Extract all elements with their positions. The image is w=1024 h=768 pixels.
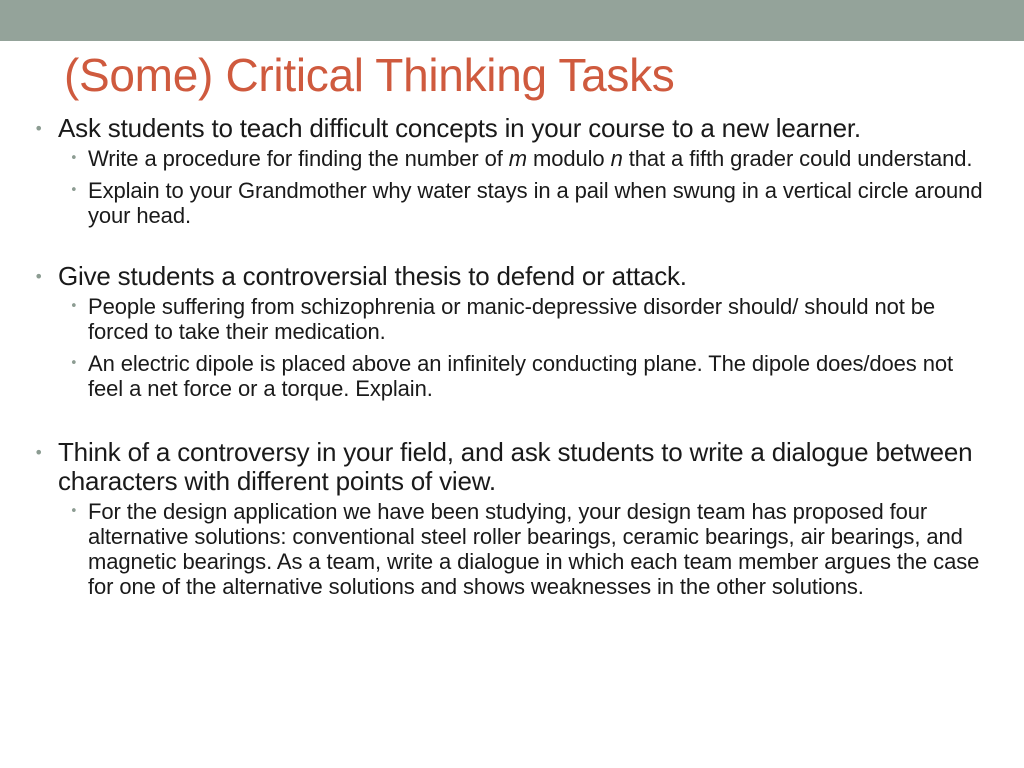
sub-list (58, 294, 984, 401)
sub-item-text: An electric dipole is placed above an infinitely conducting plane. The dipole does/does not feel a net force or a torque. Explain. (88, 351, 953, 401)
spacer (34, 228, 984, 262)
slide-title: (Some) Critical Thinking Tasks (64, 49, 675, 101)
sub-item-1-2 (58, 178, 984, 228)
sub-item-1-1 (58, 146, 984, 171)
sub-item-text-mid: modulo (527, 146, 611, 171)
top-accent-bar (0, 0, 1024, 41)
spacer (34, 401, 984, 438)
variable-n: n (610, 146, 623, 171)
sub-item-text-pre: Write a procedure for finding the number of (88, 146, 509, 171)
sub-list (58, 499, 984, 599)
bullet-text: Give students a controversial thesis to defend or attack. (58, 261, 687, 291)
variable-m: m (508, 146, 527, 171)
bullet-dot-icon: • (70, 151, 78, 166)
bullet-dot-icon: • (70, 299, 78, 314)
bullet-text: Ask students to teach difficult concepts in your course to a new learner. (58, 113, 861, 143)
sub-list (58, 146, 984, 228)
slide-content (34, 114, 984, 599)
bullet-dot-icon: • (70, 504, 78, 519)
bullet-item-2 (34, 262, 984, 401)
sub-item-2-2 (58, 351, 984, 401)
bullet-dot-icon: • (34, 267, 44, 286)
bullet-dot-icon: • (34, 443, 44, 462)
sub-item-text: People suffering from schizophrenia or manic-depressive disorder should/ should not be forced to take their medication. (88, 294, 936, 344)
sub-item-text: For the design application we have been studying, your design team has proposed four alternative solutions: conventional steel roller bearings, ceramic bearings, air bearings, and magnetic bearings. As a team, write a dialogue in which each team member argues the case for one of the alternative solutions and shows weaknesses in the other solutions. (88, 499, 980, 599)
sub-item-text-post: that a fifth grader could understand. (622, 146, 973, 171)
bullet-text: Think of a controversy in your field, and ask students to write a dialogue between characters with different points of view. (58, 437, 973, 496)
sub-item-2-1 (58, 294, 984, 344)
sub-item-3-1 (58, 499, 984, 599)
bullet-item-3 (34, 438, 984, 599)
bullet-dot-icon: • (70, 356, 78, 371)
bullet-dot-icon: • (34, 119, 44, 138)
bullet-dot-icon: • (70, 183, 78, 198)
sub-item-text: Explain to your Grandmother why water stays in a pail when swung in a vertical circle around your head. (88, 178, 983, 228)
bullet-item-1 (34, 114, 984, 228)
